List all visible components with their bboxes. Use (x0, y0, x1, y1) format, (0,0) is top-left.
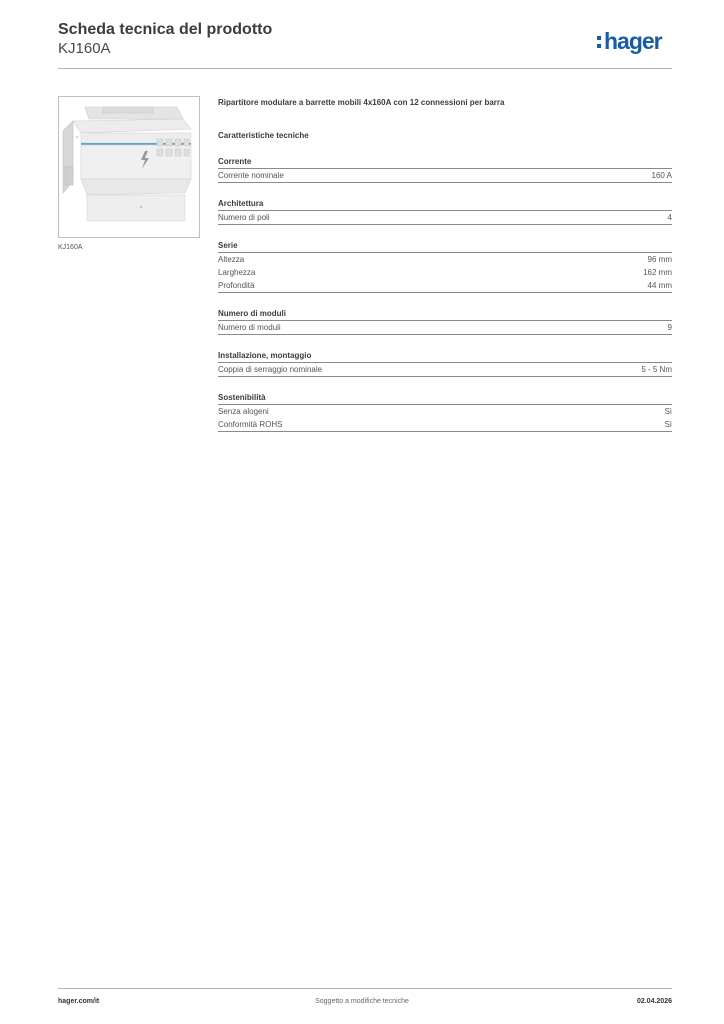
spec-value: 4 (667, 213, 672, 222)
product-image (58, 96, 200, 238)
spec-value: 5 - 5 Nm (641, 365, 672, 374)
section-numero-moduli (218, 308, 672, 335)
tech-heading: Caratteristiche tecniche (218, 131, 309, 140)
spec-label: Profondità (218, 281, 255, 290)
spec-label: Altezza (218, 255, 245, 264)
section-title: Numero di moduli (218, 308, 672, 321)
distribution-block-picture (59, 97, 199, 237)
header-divider (58, 68, 672, 69)
section-title: Corrente (218, 156, 672, 169)
section-title: Sostenibilità (218, 392, 672, 405)
section-title: Architettura (218, 198, 672, 211)
product-code: KJ160A (58, 40, 111, 57)
spec-row (218, 266, 672, 279)
spec-row (218, 211, 672, 225)
image-caption: KJ160A (58, 244, 83, 251)
product-details (218, 97, 672, 432)
spec-label: Coppia di serraggio nominale (218, 365, 323, 374)
spec-label: Corrente nominale (218, 171, 284, 180)
section-corrente (218, 156, 672, 183)
section-title: Serie (218, 240, 672, 253)
footer-website-link[interactable]: hager.com/it (58, 998, 100, 1005)
spec-row (218, 418, 672, 432)
spec-value: 160 A (651, 171, 672, 180)
spec-row (218, 321, 672, 335)
spec-row (218, 279, 672, 293)
spec-label: Larghezza (218, 268, 256, 277)
footer-note: Soggetto a modifiche tecniche (315, 998, 409, 1005)
spec-row (218, 253, 672, 266)
footer-divider (58, 988, 672, 989)
spec-value: Sì (664, 407, 672, 416)
spec-label: Numero di moduli (218, 323, 281, 332)
spec-row (218, 363, 672, 377)
section-sostenibilita (218, 392, 672, 432)
footer-date: 02.04.2026 (636, 998, 672, 1005)
spec-row (218, 169, 672, 183)
spec-value: 96 mm (647, 255, 672, 264)
page-title: Scheda tecnica del prodotto (58, 21, 273, 38)
spec-value: 9 (667, 323, 672, 332)
section-installazione (218, 350, 672, 377)
section-serie (218, 240, 672, 293)
spec-value: Sì (664, 420, 672, 429)
spec-label: Numero di poli (218, 213, 270, 222)
hager-logo (596, 27, 674, 55)
spec-label: Senza alogeni (218, 407, 269, 416)
logo-text: hager (604, 28, 662, 54)
section-title: Installazione, montaggio (218, 350, 672, 363)
product-description: Ripartitore modulare a barrette mobili 4x160A con 12 connessioni per barra (218, 98, 505, 107)
spec-row (218, 405, 672, 418)
spec-value: 162 mm (643, 268, 672, 277)
spec-label: Conformità ROHS (218, 420, 283, 429)
spec-value: 44 mm (647, 281, 672, 290)
section-architettura (218, 198, 672, 225)
